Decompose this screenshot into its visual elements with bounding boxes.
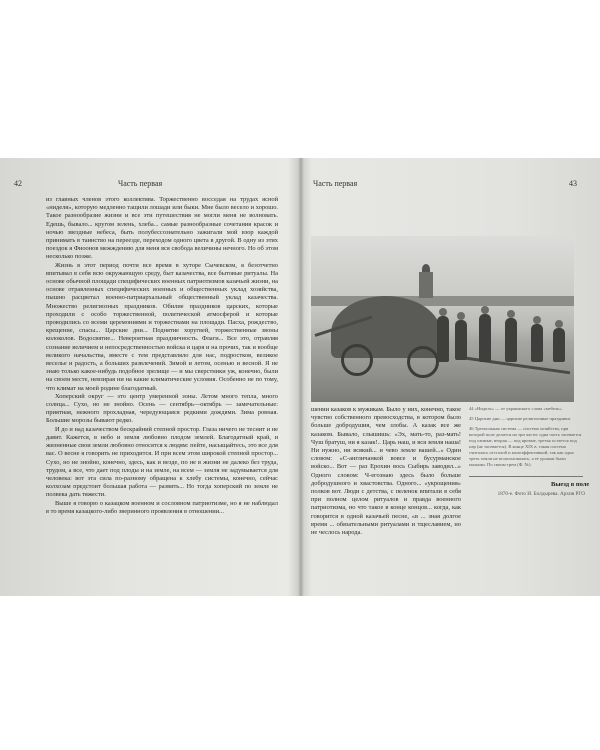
person-figure xyxy=(437,316,449,362)
page-number-right: 43 xyxy=(569,179,577,188)
person-figure xyxy=(479,314,491,362)
right-page xyxy=(301,158,600,596)
wagon-wheel xyxy=(407,346,439,378)
left-paragraph: из главных членов этого коллектива. Торжественно восседая на трудах ясной «ниделя», которую медленно тащили лошади или быки. Мне было весело и хорошо. Такое разнообразие жизни и все эти путешествия не могли меня не волновать. Едешь, бывало... кругом зелень, хлеба... самые разнообразные сочетания красок и ночью звездные небеса, быть полубессознательно зажигали мой взор каждой принимать в таинство на переезде, переходом одного цвета в другой. В одну из этих поездок я Фиоонов межждению для меня вся свобода величины нечного. Но об этом несколько позже. xyxy=(46,196,278,261)
left-paragraph: Хоперский округ — это центр умеренной зоны. Летом много тепла, много солнца... Сухо, но не знойно. Осень — сентябрь—октябрь — замечательные: приятная, нежного прохладная, чередующаяся редкими дождями. Зима ровная. Большие морозы бывают редко. xyxy=(46,392,278,425)
caption-rule xyxy=(469,476,583,477)
church xyxy=(419,272,433,298)
footnote: 44 «Нидель» — от украинского слова «мебель». xyxy=(469,406,563,411)
photo-caption-title: Выезд в поле xyxy=(551,481,590,488)
footnote: 46 Трехпольная система — система хозяйства, при которой поле делится на три части: одна часть засевается под озимые, вторая — под яровые, третья остается под пар (не засевается). В конце XIX в. такая система считалась отсталой и малоэффективной, так как одна треть земли не использовалась, а ее урожаи были малыми. По своим трем (Ф. №). xyxy=(469,426,582,467)
person-figure xyxy=(455,320,467,360)
left-text-column xyxy=(46,196,278,588)
book-spread xyxy=(0,158,600,596)
running-header-left: Часть первая xyxy=(118,179,163,188)
right-text-column xyxy=(311,406,461,592)
person-figure xyxy=(505,318,517,362)
running-header-right: Часть первая xyxy=(313,179,358,188)
left-paragraph: И до и над казачеством бескрайний степной простор. Глаза ничего не теснит и не давит. Кажется, в небо и земля любовно плодом землей. Благодатный край, и жизненные свои земли любовно относятся к людям: пейте, насыщайтесь, это все для вас. О весне я говорить не приходится. И при всем этом широкой степной простор... Сухо, но не знойно, конечно, здесь, как и везде, по не в жизни не далеко без труда, трудом, а все, что дает под плоды и на земле, на всем — земля не задумывается для человека: вот эта сила по-разному обращена к хлебу системы, конечно, сейчас колхозам предстоит большая работа — развить... Но тогда хоперский по земле не полвека дать тяжести. xyxy=(46,425,278,499)
footnote: 45 Царские дни — царские религиозные праздники. xyxy=(469,416,572,421)
left-paragraph: Жизнь в этот период почти все время в хуторе Сычевском, я безотчетно впитывал в себя всю окружающую среду, быт казачества, все бытовые ритуалы. На основе обычной площади специфических военных патриотизмов казачьей жизни, на основе отравленных специфических военных и общественных уклад хозяйства, пышно расцветал военно-патриархальный общественный уклад казачества. Множество религиозных праздников. Обилие праздников царских, которые проходили с особо торжественной, политической атмосферой и которые проводились со всеми церемониями и торжествами на площади. Пасха, рождество, крещение, спасы... Царские дни... Поднятие хоругвей, торжественные звоны колоколов. Водосвятие... Невероятная праздничность. Флаги... Все это, отравляя сознание величием и непосредственностью войска и царя и на прочих, так и вообще великого начальства, вместе с тем представляло для нас, подростков, великое веселье и радость, а больших развлечений. Зимой и летом, осенью и весной. Я не знаю только какое-нибудь подобное зрелище — и мы сверстники уж, конечно, были на своем месте, невзирая ни на какие климатические условия. Особенно не по тому, что климат на моей родине благодатный. xyxy=(46,261,278,392)
footnotes xyxy=(469,406,583,472)
left-page xyxy=(0,158,299,596)
right-paragraph: шении казаков к мужикам. Было у них, конечно, такое чувство собственного превосходства, в котором было больше добродушия, чем злобы. А казак все же казаком. Бывало, слышишь: «Эх, мать-то, раз-мать! Чуш братуш, ни я казак!.. Царь наш, и вся земля наша! Ни нужно, ни всякий... и чево земле вашей...» Один словом: «С-англичанкой вовсе и бусурманское войско... Вот — раз Ерохин вось Сыбирь заводил...» Одного словом: Ч-егознаю здесь было больше добродушного и хвастовства. Одного... «укрощения» полков вот. Люди с детства, с пеленок впитали в себя при полном целом ритуалов и правда военного патриотизма, но что такое в конце концов... когда, как говорится в одной казачьей песне, «в ... зная долгое время ... обязательными ритуалами и тщеславием, но не чеслось народа. xyxy=(311,406,461,537)
photo-caption-text: 1870-е. Фото И. Болдырева. Архив РГО xyxy=(497,491,585,497)
left-paragraph: Выше я говорю о казацком военном и сословном патриотизме, но я не наблюдал в то время казацкого-либо зверинного проявления в отношении... xyxy=(46,499,278,515)
historical-photo xyxy=(311,236,574,402)
page-number-left: 42 xyxy=(14,179,22,188)
wagon-wheel xyxy=(341,344,373,376)
person-figure xyxy=(553,328,565,362)
person-figure xyxy=(531,324,543,362)
